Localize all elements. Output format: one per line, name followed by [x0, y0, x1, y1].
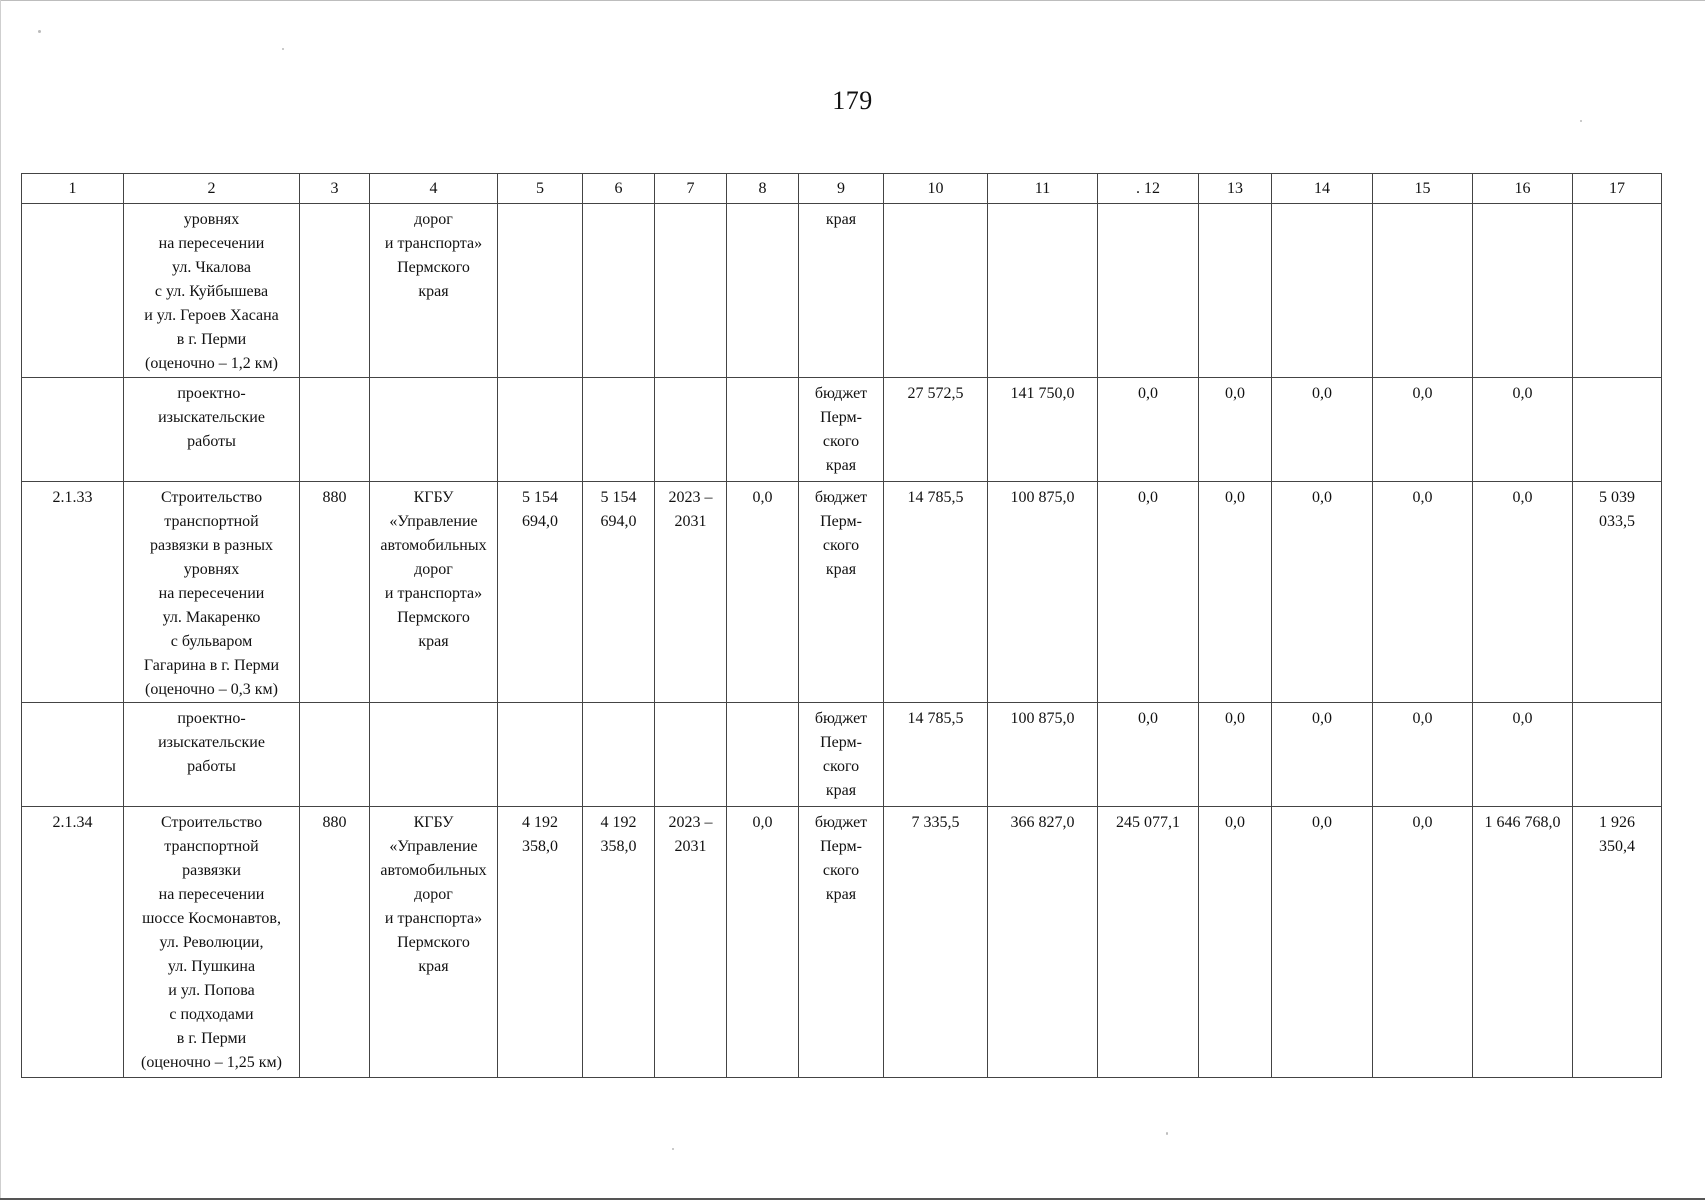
cell-col-12: 0,0: [1098, 482, 1199, 703]
text-line: с подходами: [169, 1006, 254, 1023]
cell-col-13: 0,0: [1199, 378, 1272, 482]
text-line: края: [418, 633, 449, 650]
cell-col-8: [727, 378, 799, 482]
text-line: автомобильных: [380, 537, 487, 554]
text-line: 694,0: [522, 513, 558, 530]
text-line: и ул. Героев Хасана: [144, 307, 279, 324]
cell-col-17: [1573, 204, 1662, 378]
column-header: 6: [583, 174, 655, 204]
text-line: 2031: [674, 513, 707, 530]
text-line: Строительство: [160, 489, 263, 506]
cell-col-3: 880: [300, 482, 370, 703]
cell-responsible: [370, 482, 498, 703]
text-line: 358,0: [600, 838, 637, 855]
cell-col-5: [498, 482, 583, 703]
text-line: 5 154: [522, 489, 558, 506]
column-header: 8: [727, 174, 799, 204]
cell-col-16: 0,0: [1473, 703, 1573, 807]
cell-col-14: [1272, 204, 1373, 378]
text-line: ул. Пушкина: [167, 958, 256, 975]
scan-speck: [1166, 1132, 1168, 1135]
scan-speck: [38, 30, 41, 33]
cell-col-12: 0,0: [1098, 378, 1199, 482]
text-line: Перм-: [820, 838, 862, 855]
text-line: бюджет: [814, 814, 868, 831]
cell-col-15: 0,0: [1373, 807, 1473, 1078]
cell-col-10: 27 572,5: [884, 378, 988, 482]
text-line: КГБУ: [413, 814, 454, 831]
cell-col-14: 0,0: [1272, 482, 1373, 703]
cell-col-10: 7 335,5: [884, 807, 988, 1078]
table-row-subitem: [22, 703, 1662, 807]
scan-speck: [282, 48, 284, 50]
cell-col-7: [655, 703, 727, 807]
cell-item-number: [22, 378, 124, 482]
cell-item-number: [22, 204, 124, 378]
text-line: уровнях: [183, 211, 240, 228]
cell-col-17: [1573, 807, 1662, 1078]
cell-funding-source: [799, 482, 884, 703]
cell-col-8: [727, 204, 799, 378]
cell-col-11: 100 875,0: [988, 482, 1098, 703]
cell-col-3: 880: [300, 807, 370, 1078]
text-line: и ул. Попова: [168, 982, 255, 999]
text-line: проектно-: [177, 710, 246, 727]
text-line: ул. Революции,: [159, 934, 264, 951]
text-line: края: [418, 283, 449, 300]
text-line: в г. Перми: [176, 1030, 247, 1047]
text-line: края: [825, 782, 857, 799]
text-line: «Управление: [389, 513, 478, 530]
column-header: 11: [988, 174, 1098, 204]
table-row-item: [22, 807, 1662, 1078]
text-line: 350,4: [1599, 838, 1635, 855]
table-row-item: [22, 482, 1662, 703]
cell-item-number: 2.1.34: [22, 807, 124, 1078]
text-line: на пересечении: [158, 886, 265, 903]
text-line: Перм-: [820, 734, 862, 751]
text-line: проектно-: [177, 385, 246, 402]
cell-col-10: 14 785,5: [884, 482, 988, 703]
cell-item-name: [124, 204, 300, 378]
text-line: ул. Чкалова: [172, 259, 251, 276]
cell-responsible: [370, 703, 498, 807]
cell-col-11: 141 750,0: [988, 378, 1098, 482]
cell-col-16: [1473, 204, 1573, 378]
text-line: изыскательские: [158, 734, 265, 751]
cell-col-11: [988, 204, 1098, 378]
text-line: «Управление: [389, 838, 478, 855]
text-line: изыскательские: [158, 409, 265, 426]
text-line: 033,5: [1599, 513, 1635, 530]
column-header: 9: [799, 174, 884, 204]
cell-col-10: 14 785,5: [884, 703, 988, 807]
text-line: и транспорта»: [384, 235, 483, 252]
text-line: (оценочно – 1,25 км): [141, 1054, 282, 1071]
cell-col-5: [498, 378, 583, 482]
text-line: КГБУ: [413, 489, 454, 506]
text-line: Строительство: [160, 814, 263, 831]
cell-col-3: [300, 204, 370, 378]
cell-col-15: 0,0: [1373, 482, 1473, 703]
cell-responsible: [370, 378, 498, 482]
column-header: 17: [1573, 174, 1662, 204]
text-line: транспортной: [164, 513, 259, 530]
text-line: ского: [822, 758, 860, 775]
cell-col-14: 0,0: [1272, 703, 1373, 807]
cell-item-name: [124, 378, 300, 482]
cell-funding-source: [799, 204, 884, 378]
text-line: края: [418, 958, 449, 975]
text-line: ского: [822, 537, 860, 554]
cell-col-11: 100 875,0: [988, 703, 1098, 807]
text-line: дорог: [414, 561, 453, 578]
text-line: и транспорта»: [384, 585, 483, 602]
cell-col-6: [583, 204, 655, 378]
column-header: 10: [884, 174, 988, 204]
column-header: 2: [124, 174, 300, 204]
scan-edge-top: [0, 0, 1705, 1]
column-header: 1: [22, 174, 124, 204]
text-line: 358,0: [522, 838, 558, 855]
text-line: 5 154: [600, 489, 637, 506]
text-line: Пермского: [397, 259, 470, 276]
cell-col-12: 245 077,1: [1098, 807, 1199, 1078]
cell-col-7: [655, 482, 727, 703]
text-line: 5 039: [1599, 489, 1635, 506]
cell-col-15: [1373, 204, 1473, 378]
text-line: шоссе Космонавтов,: [142, 910, 281, 927]
cell-col-15: 0,0: [1373, 703, 1473, 807]
text-line: дорог: [414, 211, 453, 228]
cell-col-13: 0,0: [1199, 807, 1272, 1078]
cell-col-5: [498, 703, 583, 807]
column-header: 3: [300, 174, 370, 204]
text-line: Пермского: [397, 609, 470, 626]
text-line: 2023 –: [668, 814, 713, 831]
cell-item-name: [124, 807, 300, 1078]
text-line: бюджет: [814, 489, 868, 506]
table-row-continuation: [22, 204, 1662, 378]
cell-col-11: 366 827,0: [988, 807, 1098, 1078]
cell-item-name: [124, 482, 300, 703]
text-line: автомобильных: [380, 862, 487, 879]
text-line: 2031: [674, 838, 707, 855]
cell-col-8: 0,0: [727, 482, 799, 703]
cell-funding-source: [799, 378, 884, 482]
text-line: края: [825, 886, 857, 903]
text-line: дорог: [414, 886, 453, 903]
text-line: бюджет: [814, 385, 868, 402]
cell-col-16: 0,0: [1473, 378, 1573, 482]
cell-col-3: [300, 703, 370, 807]
cell-col-14: 0,0: [1272, 378, 1373, 482]
text-line: развязки: [182, 862, 241, 879]
text-line: 4 192: [600, 814, 637, 831]
text-line: в г. Перми: [176, 331, 247, 348]
cell-responsible: [370, 204, 498, 378]
cell-col-15: 0,0: [1373, 378, 1473, 482]
text-line: на пересечении: [158, 235, 265, 252]
text-line: транспортной: [164, 838, 259, 855]
page-number: 179: [832, 86, 873, 115]
cell-funding-source: [799, 807, 884, 1078]
cell-col-17: [1573, 703, 1662, 807]
text-line: 1 926: [1599, 814, 1635, 831]
column-header: 13: [1199, 174, 1272, 204]
text-line: Перм-: [820, 513, 862, 530]
text-line: и транспорта»: [384, 910, 483, 927]
column-header: 5: [498, 174, 583, 204]
cell-col-17: [1573, 482, 1662, 703]
cell-col-16: 0,0: [1473, 482, 1573, 703]
cell-item-number: [22, 703, 124, 807]
cell-col-13: 0,0: [1199, 703, 1272, 807]
column-header: 14: [1272, 174, 1373, 204]
text-line: края: [825, 561, 857, 578]
text-line: (оценочно – 0,3 км): [145, 681, 278, 698]
table-row-subitem: [22, 378, 1662, 482]
text-line: края: [825, 457, 857, 474]
text-line: (оценочно – 1,2 км): [145, 355, 278, 372]
cell-item-name: [124, 703, 300, 807]
column-header: 15: [1373, 174, 1473, 204]
text-line: края: [825, 211, 857, 228]
cell-col-6: [583, 807, 655, 1078]
cell-funding-source: [799, 703, 884, 807]
text-line: Пермского: [397, 934, 470, 951]
cell-col-13: [1199, 204, 1272, 378]
cell-col-7: [655, 807, 727, 1078]
text-line: 2023 –: [668, 489, 713, 506]
text-line: бюджет: [814, 710, 868, 727]
text-line: уровнях: [183, 561, 240, 578]
cell-col-14: 0,0: [1272, 807, 1373, 1078]
text-line: с ул. Куйбышева: [154, 283, 269, 300]
cell-col-6: [583, 378, 655, 482]
scan-speck: [672, 1148, 674, 1150]
cell-col-16: 1 646 768,0: [1473, 807, 1573, 1078]
cell-col-6: [583, 703, 655, 807]
cell-responsible: [370, 807, 498, 1078]
column-header: 7: [655, 174, 727, 204]
cell-col-13: 0,0: [1199, 482, 1272, 703]
column-number-header-row: [22, 174, 1662, 204]
cell-col-6: [583, 482, 655, 703]
cell-col-8: 0,0: [727, 807, 799, 1078]
text-line: с бульваром: [170, 633, 253, 650]
text-line: работы: [187, 433, 236, 450]
text-line: Перм-: [820, 409, 862, 426]
cell-col-5: [498, 807, 583, 1078]
cell-col-7: [655, 378, 727, 482]
text-line: 694,0: [600, 513, 637, 530]
cell-item-number: 2.1.33: [22, 482, 124, 703]
text-line: развязки в разных: [149, 537, 274, 554]
text-line: работы: [187, 758, 236, 775]
scan-edge-left: [0, 0, 1, 1200]
text-line: на пересечении: [158, 585, 265, 602]
text-line: ского: [822, 862, 860, 879]
cell-col-7: [655, 204, 727, 378]
scan-speck: [1580, 120, 1582, 122]
cell-col-17: [1573, 378, 1662, 482]
cell-col-12: 0,0: [1098, 703, 1199, 807]
text-line: ул. Макаренко: [162, 609, 261, 626]
cell-col-10: [884, 204, 988, 378]
text-line: ского: [822, 433, 860, 450]
program-table: [21, 173, 1662, 1078]
cell-col-3: [300, 378, 370, 482]
cell-col-12: [1098, 204, 1199, 378]
column-header: 16: [1473, 174, 1573, 204]
cell-col-5: [498, 204, 583, 378]
text-line: Гагарина в г. Перми: [143, 657, 280, 674]
column-header: 4: [370, 174, 498, 204]
column-header: . 12: [1098, 174, 1199, 204]
cell-col-8: [727, 703, 799, 807]
text-line: 4 192: [522, 814, 558, 831]
